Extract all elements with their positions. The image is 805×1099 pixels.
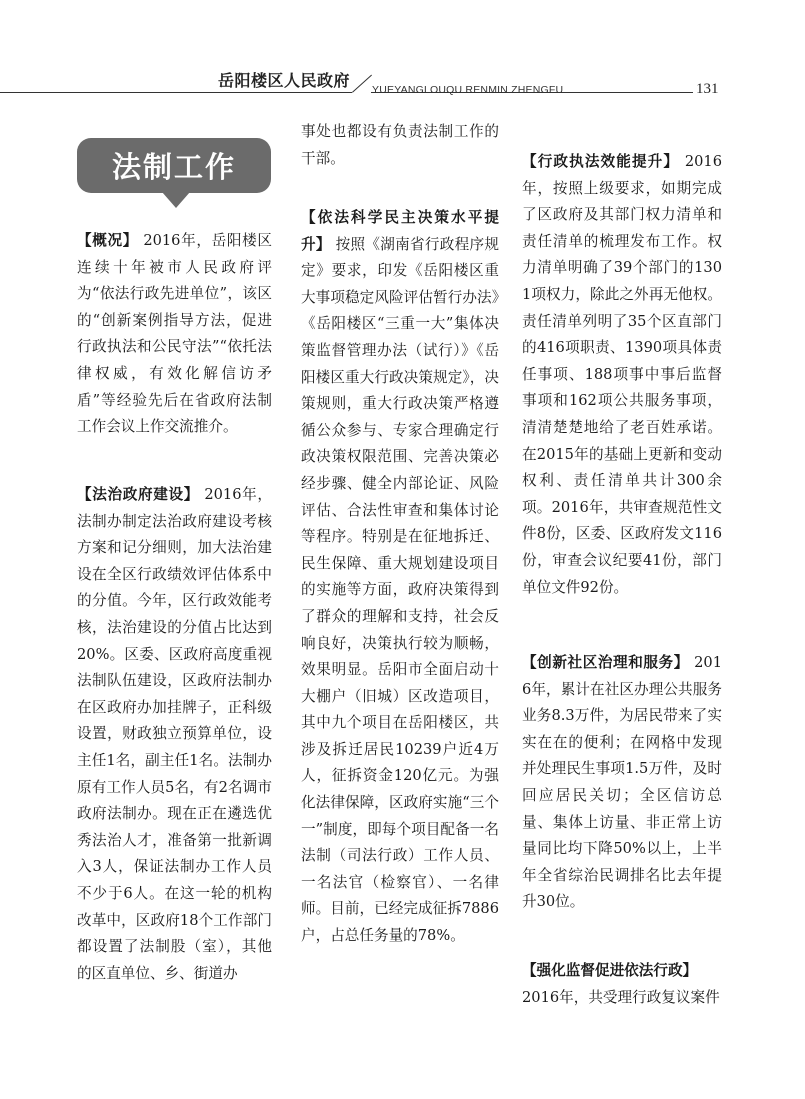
paragraph-heading: 【行政执法效能提升】 bbox=[522, 153, 680, 170]
header-title-cn: 岳阳楼区人民政府 bbox=[218, 71, 351, 90]
paragraph-overview bbox=[77, 228, 272, 441]
paragraph-heading: 【创新社区治理和服务】 bbox=[522, 654, 689, 671]
section-title: 法制工作 bbox=[111, 150, 236, 184]
paragraph-text: 2016年，累计在社区办理公共服务业务8.3万件，为居民带来了实实在在的便利；在网格中发现并处理民生事项1.5万件，及时回应居民关切；全区信访总量、集体上访量、非正常上访量同比均下降50%以上，上半年全省综治民调排名比去年提升30位。 bbox=[522, 654, 722, 911]
paragraph-text: 2016年，共受理行政复议案件 bbox=[522, 988, 720, 1006]
header-rule-slant bbox=[352, 75, 372, 93]
header-rule-left bbox=[0, 92, 352, 93]
paragraph-heading: 【概况】 bbox=[77, 232, 139, 249]
paragraph-heading: 【强化监督促进依法行政】 bbox=[522, 962, 698, 979]
paragraph-heading: 【法治政府建设】 bbox=[77, 486, 200, 503]
paragraph-rule-of-law-government bbox=[77, 482, 272, 987]
section-badge bbox=[77, 138, 271, 193]
header-title-en: YUEYANGLOUQU RENMIN ZHENGFU bbox=[372, 84, 564, 96]
paragraph-continuation bbox=[301, 119, 499, 172]
paragraph-decision-making bbox=[301, 205, 499, 950]
section-badge-pointer bbox=[162, 192, 190, 208]
paragraph-text: 事处也都设有负责法制工作的干部。 bbox=[301, 123, 499, 167]
paragraph-law-enforcement bbox=[522, 149, 722, 601]
paragraph-text: 按照《湖南省行政程序规定》要求，印发《岳阳楼区重大事项稳定风险评估暂行办法》《岳阳楼区“三重一大”集体决策监督管理办法（试行）》《岳阳楼区重大行政决策规定》，决策规则，重大行政决策严格遵循公众参与、专家合理确定行政决策权限范围、完善决策必经步骤、健全内部论证、风险评估、合法性审查和集体讨论等程序。特别是在征地拆迁、民生保障、重大规划建设项目的实施等方面，政府决策得到了群众的理解和支持，社会反响良好，决策执行较为顺畅，效果明显。岳阳市全面启动十大棚户（旧城）区改造项目，其中九个项目在岳阳楼区，共涉及拆迁居民10239户近4万人，征拆资金120亿元。为强化法律保障，区政府实施“三个一”制度，即每个项目配备一名法制（司法行政）工作人员、一名法官（检察官）、一名律师。目前，已经完成征拆7886户，占总任务量的78%。 bbox=[301, 235, 499, 945]
page-number: 131 bbox=[696, 81, 719, 97]
paragraph-community-governance bbox=[522, 650, 722, 916]
paragraph-heading: 【依法科学民主决策水平提升】 bbox=[301, 209, 499, 253]
paragraph-text: 2016年，法制办制定法治政府建设考核方案和记分细则，加大法治建设在全区行政绩效评估体系中的分值。今年，区行政效能考核，法治建设的分值占比达到20%。区委、区政府高度重视法制队伍建设，区政府法制办在区政府办加挂牌子，正科级设置，财政独立预算单位，设主任1名，副主任1名。法制办原有工作人员5名，有2名调市政府法制办。现在正在遴选优秀法治人才，准备第一批新调入3人，保证法制办工作人员不少于6人。在这一轮的机构改革中，区政府18个工作部门都设置了法制股（室），其他的区直单位、乡、街道办 bbox=[77, 486, 272, 982]
paragraph-text: 2016年，岳阳楼区连续十年被市人民政府评为“依法行政先进单位”，该区的“创新案例指导方法，促进行政执法和公民守法”“依托法律权威，有效化解信访矛盾”等经验先后在省政府法制工作会议上作交流推介。 bbox=[77, 232, 272, 436]
paragraph-text: 2016年，按照上级要求，如期完成了区政府及其部门权力清单和责任清单的梳理发布工作。权力清单明确了39个部门的1301项权力，除此之外再无他权。责任清单列明了35个区直部门的416项职责、1390项具体责任事项、188项事中事后监督事项和162项公共服务事项，清清楚楚地给了老百姓承诺。在2015年的基础上更新和变动权利、责任清单共计300余项。2016年，共审查规范性文件8份，区委、区政府发文116份，审查会议纪要41份，部门单位文件92份。 bbox=[522, 153, 722, 596]
paragraph-supervision bbox=[522, 958, 722, 1011]
